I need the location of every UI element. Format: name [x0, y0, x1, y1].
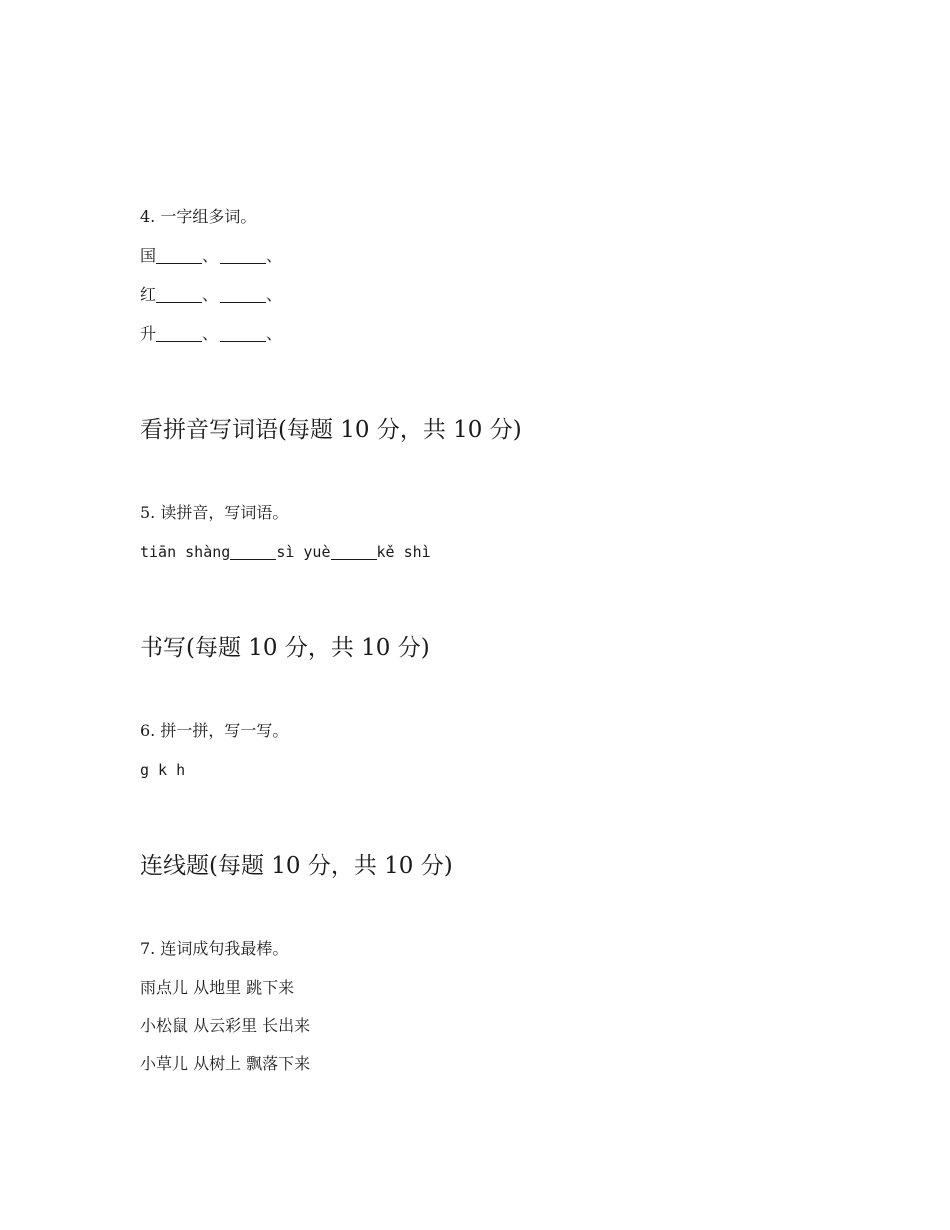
- q4-row-sep: 、: [202, 246, 219, 265]
- q4-row-3: [140, 323, 282, 345]
- worksheet-page: [140, 0, 900, 1230]
- answer-blank[interactable]: [230, 543, 276, 560]
- q6-title: 6. 拼一拼，写一写。: [140, 721, 289, 740]
- answer-blank[interactable]: [220, 247, 266, 264]
- q4-row-sep: 、: [266, 285, 283, 304]
- q6-letters: g k h: [140, 761, 186, 779]
- q7-row: 小草儿 从树上 飘落下来: [140, 1054, 311, 1073]
- q4-row-sep: 、: [266, 246, 283, 265]
- q4-row-2: [140, 284, 282, 306]
- answer-blank[interactable]: [220, 286, 266, 303]
- q7-row: 小松鼠 从云彩里 长出来: [140, 1016, 311, 1035]
- answer-blank[interactable]: [156, 247, 202, 264]
- q4-title: 4. 一字组多词。: [140, 207, 257, 226]
- q7-row: 雨点儿 从地里 跳下来: [140, 978, 295, 997]
- answer-blank[interactable]: [156, 325, 202, 342]
- q4-row-1: [140, 245, 282, 267]
- q7-title: 7. 连词成句我最棒。: [140, 939, 289, 958]
- answer-blank[interactable]: [156, 286, 202, 303]
- q4-row-char: 国: [140, 246, 157, 265]
- q5-pinyin-row: [140, 541, 431, 563]
- section-heading-pinyin: 看拼音写词语(每题 10 分，共 10 分): [140, 417, 522, 443]
- q5-title: 5. 读拼音，写词语。: [140, 503, 289, 522]
- answer-blank[interactable]: [220, 325, 266, 342]
- pinyin-item: tiān shàng: [140, 543, 231, 561]
- pinyin-item: sì yuè: [276, 543, 331, 561]
- answer-blank[interactable]: [331, 543, 377, 560]
- section-heading-matching: 连线题(每题 10 分，共 10 分): [140, 853, 453, 879]
- q4-row-char: 红: [140, 285, 157, 304]
- q4-row-sep: 、: [266, 324, 283, 343]
- q4-row-sep: 、: [202, 324, 219, 343]
- q4-row-sep: 、: [202, 285, 219, 304]
- q4-row-char: 升: [140, 324, 157, 343]
- section-heading-writing: 书写(每题 10 分，共 10 分): [140, 635, 430, 661]
- pinyin-item: kě shì: [376, 543, 431, 561]
